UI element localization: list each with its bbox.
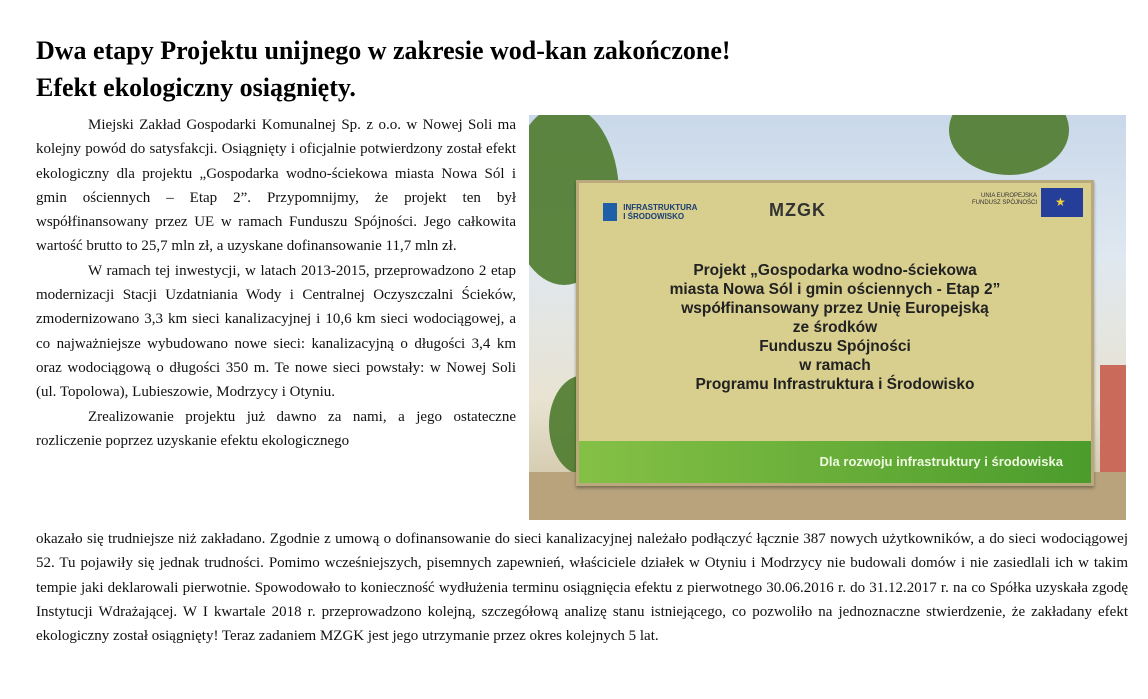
logo-left-line-1: INFRASTRUKTURA [623,203,698,212]
infrastructure-logo [603,203,697,221]
logo-right-line-2: FUNDUSZ SPÓJNOŚCI [971,200,1037,206]
sign-line-6: w ramach [799,357,871,374]
article-headline [36,32,731,106]
paragraph-3-start: Zrealizowanie projektu już dawno za nami, a jego ostateczne rozliczenie poprzez uzyskanie efektu ekologicznego [36,408,516,449]
headline-line-1: Dwa etapy Projektu unijnego w zakresie wod-kan zakończone! [36,36,731,65]
full-width-text [36,527,1128,648]
paragraph-3-continuation: okazało się trudniejsze niż zakładano. Zgodnie z umową o dofinansowanie do sieci kanalizacyjnej należało podłączyć łącznie 387 nowych użytkowników, a do sieci wodociągowej 52. Tu pojawiły się jednak trudności. Pomimo wcześniejszych, pisemnych zapewnień, właściciele działek w Otyniu i Modrzycy nie budowali domów i nie zasiedlali ich w takim tempie jaki deklarowali pierwotnie. Spowodowało to konieczność wydłużenia terminu osiągnięcia efektu z pierwotnego 30.06.2016 r. do 31.12.2017 r. na co Spółka uzyskała zgodę Instytucji Wdrażającej. W I kwartale 2018 r. przeprowadzono kolejną, szczegółową analizę stanu istniejącego, co pozwoliło na jednoznaczne stwierdzenie, że zakładany efekt ekologiczny został osiągnięty! Teraz zadaniem MZGK jest jego utrzymanie przez okres kolejnych 5 lat. [36,531,1128,645]
eu-flag-icon: ★ [1041,188,1083,217]
eu-text [957,193,1037,207]
logo-left-line-2: I ŚRODOWISKO [623,212,685,221]
left-column-text [36,113,516,453]
sign-line-4: ze środków [792,319,878,336]
sign-stripe-text: Dla rozwoju infrastruktury i środowiska [819,454,1063,469]
sign-line-2: miasta Nowa Sól i gmin ościennych - Etap 2” [669,281,1001,298]
sign-line-3: współfinansowany przez Unię Europejską [681,300,989,317]
tree-foliage-top-right [949,115,1069,175]
project-sign-photo [529,115,1126,520]
logo-right-line-1: UNIA EUROPEJSKA [980,193,1037,199]
sign-line-7: Programu Infrastruktura i Środowisko [695,376,975,393]
infrastructure-logo-icon [603,203,617,221]
paragraph-2: W ramach tej inwestycji, w latach 2013-2015, przeprowadzono 2 etap modernizacji Stacji Uzdatniania Wody i Centralnej Oczyszczalni Ścieków, zmodernizowano 3,3 km sieci kanalizacyjnej i 10,6 km sieci wodociągowej, a co najważniejsze wybudowano nowe sieci: kanalizacyjną o długości 3,4 km oraz wodociągową o długości 350 m. Te nowe sieci powstały: w Nowej Soli (ul. Topolowa), Lubieszowie, Modrzycy i Otyniu. [36,262,516,401]
sign-line-1: Projekt „Gospodarka wodno-ściekowa [693,262,977,279]
building-wall [1100,365,1126,485]
sign-green-stripe [579,441,1091,483]
mzgk-logo: MZGK [769,200,826,220]
sign-line-5: Funduszu Spójności [759,338,911,355]
sign-main-text [579,261,1091,394]
headline-line-2: Efekt ekologiczny osiągnięty. [36,73,356,102]
paragraph-1: Miejski Zakład Gospodarki Komunalnej Sp. z o.o. w Nowej Soli ma kolejny powód do satysfakcji. Osiągnięty i oficjalnie potwierdzony został efekt ekologiczny dla projektu „Gospodarka wodno-ściekowa miasta Nowa Sól i gmin ościennych – Etap 2”. Przypomnijmy, że projekt ten był współfinansowany przez UE w ramach Funduszu Spójności. Jego całkowita wartość brutto to 25,7 mln zł, a uzyskane dofinansowanie 11,7 mln zł. [36,117,516,255]
sign-board [576,180,1094,486]
